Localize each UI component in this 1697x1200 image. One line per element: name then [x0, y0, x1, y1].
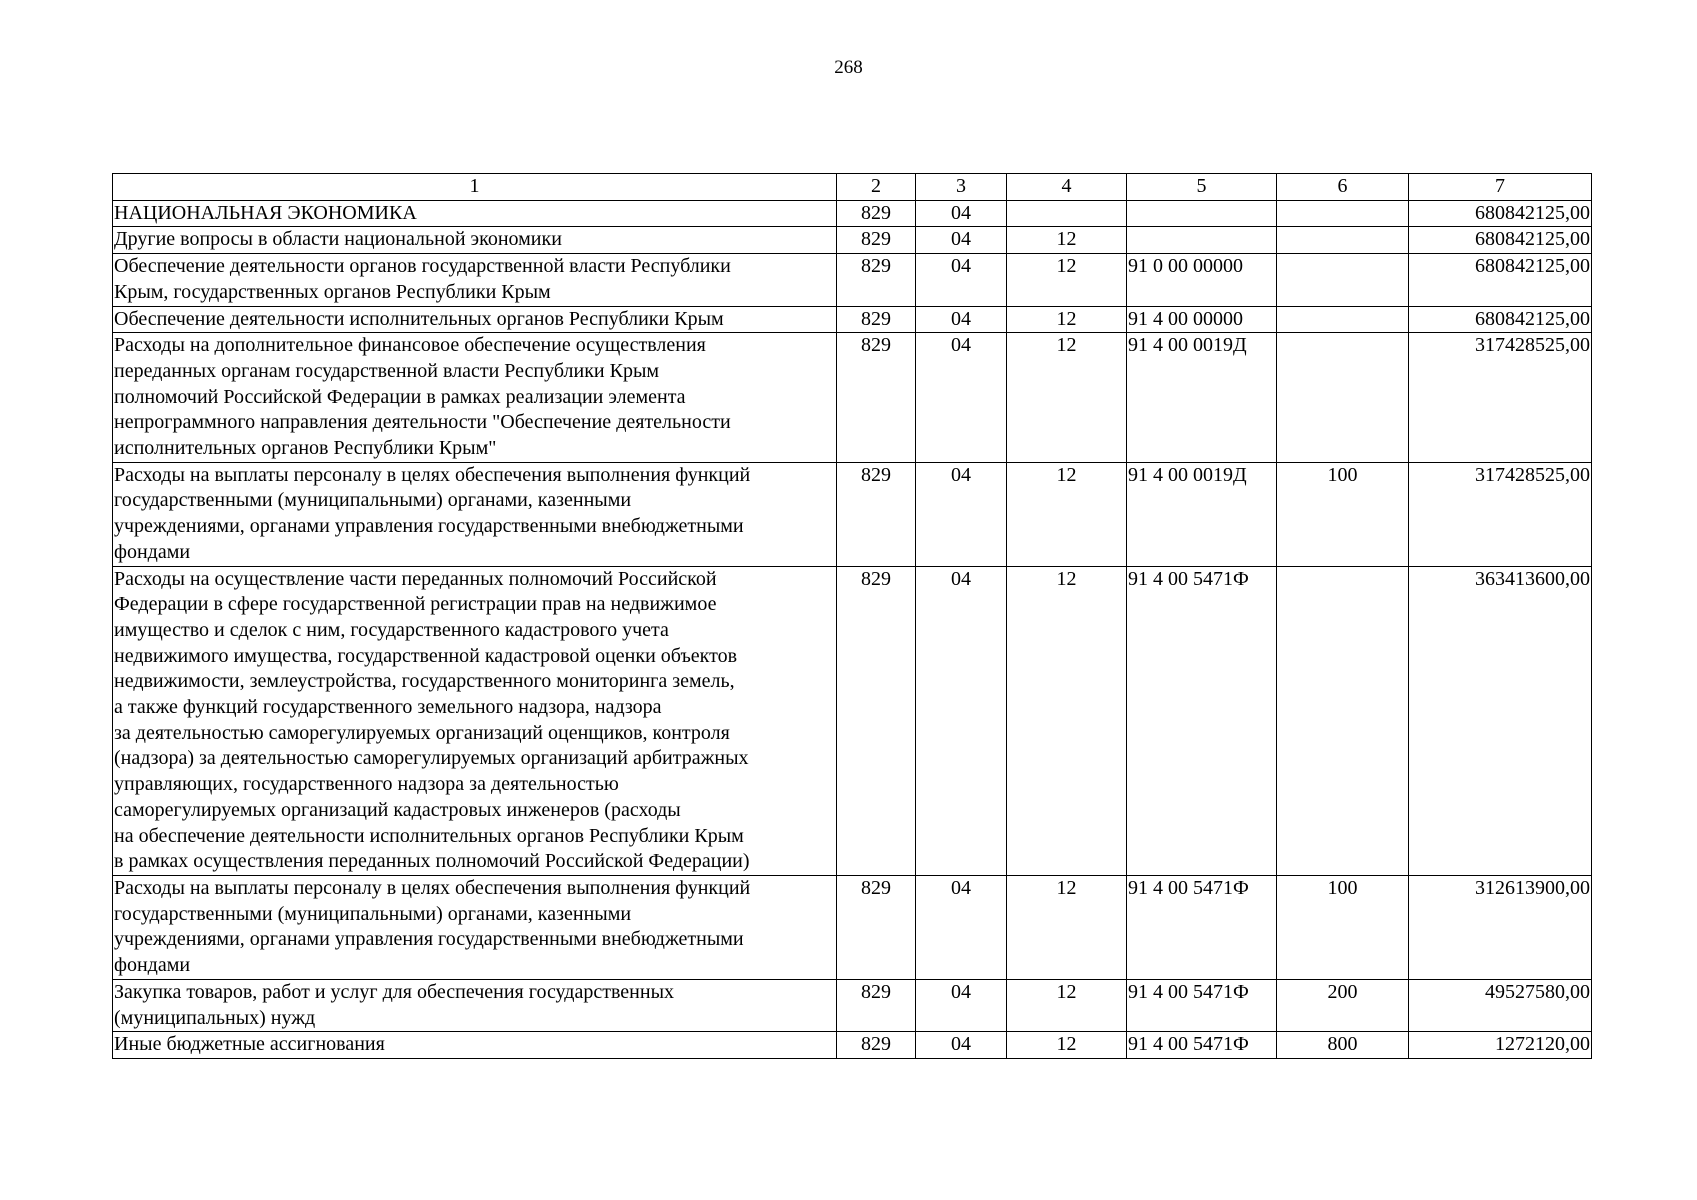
cell-target-article: [1127, 200, 1277, 227]
name-line: Крым, государственных органов Республики Крым: [114, 280, 551, 303]
cell-subsection: 12: [1007, 979, 1127, 1031]
header-cell-section: 3: [916, 174, 1007, 201]
name-line: НАЦИОНАЛЬНАЯ ЭКОНОМИКА: [114, 201, 417, 224]
table-row: [113, 979, 1592, 1031]
name-line: непрограммного направления деятельности "Обеспечение деятельности: [114, 411, 731, 434]
name-line: (надзора) за деятельностью саморегулируемых организаций арбитражных: [114, 747, 749, 770]
cell-amount: 49527580,00: [1409, 979, 1592, 1031]
cell-subsection: 12: [1007, 462, 1127, 566]
cell-amount: 312613900,00: [1409, 875, 1592, 979]
cell-subsection: [1007, 200, 1127, 227]
name-line: учреждениями, органами управления государственными внебюджетными: [114, 928, 744, 951]
name-line: полномочий Российской Федерации в рамках реализации элемента: [114, 385, 686, 408]
cell-section: 04: [916, 227, 1007, 254]
cell-subsection: 12: [1007, 875, 1127, 979]
table-row: [113, 462, 1592, 566]
cell-section: 04: [916, 462, 1007, 566]
cell-name: [113, 227, 837, 254]
cell-target-article: 91 4 00 5471Ф: [1127, 566, 1277, 875]
table-row: [113, 333, 1592, 463]
table-row: [113, 227, 1592, 254]
cell-amount: 317428525,00: [1409, 462, 1592, 566]
cell-expense-type: [1277, 200, 1409, 227]
cell-name: [113, 1032, 837, 1059]
cell-expense-type: [1277, 227, 1409, 254]
cell-target-article: 91 4 00 5471Ф: [1127, 875, 1277, 979]
cell-amount: 680842125,00: [1409, 227, 1592, 254]
header-cell-expense-type: 6: [1277, 174, 1409, 201]
cell-target-article: 91 4 00 5471Ф: [1127, 1032, 1277, 1059]
cell-target-article: 91 4 00 0019Д: [1127, 333, 1277, 463]
cell-gov: 829: [837, 1032, 916, 1059]
name-line: Федерации в сфере государственной регистрации прав на недвижимое: [114, 593, 717, 616]
name-line: Расходы на дополнительное финансовое обеспечение осуществления: [114, 334, 706, 357]
cell-name: [113, 200, 837, 227]
header-row: [113, 174, 1592, 201]
cell-gov: 829: [837, 979, 916, 1031]
cell-expense-type: 800: [1277, 1032, 1409, 1059]
name-line: Закупка товаров, работ и услуг для обеспечения государственных: [114, 980, 675, 1003]
cell-expense-type: 200: [1277, 979, 1409, 1031]
cell-gov: 829: [837, 306, 916, 333]
cell-gov: 829: [837, 227, 916, 254]
cell-section: 04: [916, 875, 1007, 979]
cell-subsection: 12: [1007, 566, 1127, 875]
table-row: [113, 200, 1592, 227]
cell-name: [113, 333, 837, 463]
name-line: саморегулируемых организаций кадастровых инженеров (расходы: [114, 798, 681, 821]
name-line: государственными (муниципальными) органами, казенными: [114, 902, 632, 925]
table-row: [113, 254, 1592, 306]
cell-amount: 680842125,00: [1409, 254, 1592, 306]
cell-gov: 829: [837, 462, 916, 566]
cell-target-article: 91 0 00 00000: [1127, 254, 1277, 306]
name-line: Расходы на осуществление части переданных полномочий Российской: [114, 567, 717, 590]
name-line: Расходы на выплаты персоналу в целях обеспечения выполнения функций: [114, 463, 751, 486]
name-line: государственными (муниципальными) органами, казенными: [114, 489, 632, 512]
name-line: Обеспечение деятельности исполнительных органов Республики Крым: [114, 307, 724, 330]
name-line: переданных органам государственной власти Республики Крым: [114, 359, 660, 382]
cell-section: 04: [916, 1032, 1007, 1059]
header-cell-subsection: 4: [1007, 174, 1127, 201]
name-line: Другие вопросы в области национальной экономики: [114, 228, 562, 251]
table-row: [113, 566, 1592, 875]
cell-section: 04: [916, 979, 1007, 1031]
cell-amount: 680842125,00: [1409, 306, 1592, 333]
cell-gov: 829: [837, 333, 916, 463]
cell-amount: 1272120,00: [1409, 1032, 1592, 1059]
table-row: [113, 1032, 1592, 1059]
cell-name: [113, 566, 837, 875]
name-line: управляющих, государственного надзора за деятельностью: [114, 773, 619, 796]
budget-table: [112, 173, 1592, 1059]
name-line: учреждениями, органами управления государственными внебюджетными: [114, 515, 744, 538]
cell-expense-type: 100: [1277, 875, 1409, 979]
header-cell-amount: 7: [1409, 174, 1592, 201]
table-row: [113, 306, 1592, 333]
name-line: фондами: [114, 954, 191, 977]
header-cell-name: 1: [113, 174, 837, 201]
cell-name: [113, 306, 837, 333]
cell-name: [113, 979, 837, 1031]
cell-subsection: 12: [1007, 306, 1127, 333]
cell-subsection: 12: [1007, 254, 1127, 306]
name-line: имущество и сделок с ним, государственного кадастрового учета: [114, 618, 669, 641]
cell-section: 04: [916, 306, 1007, 333]
name-line: Расходы на выплаты персоналу в целях обеспечения выполнения функций: [114, 876, 751, 899]
cell-expense-type: 100: [1277, 462, 1409, 566]
cell-target-article: 91 4 00 00000: [1127, 306, 1277, 333]
name-line: Иные бюджетные ассигнования: [114, 1033, 385, 1056]
cell-section: 04: [916, 333, 1007, 463]
header-cell-target-article: 5: [1127, 174, 1277, 201]
cell-name: [113, 875, 837, 979]
cell-gov: 829: [837, 254, 916, 306]
cell-subsection: 12: [1007, 333, 1127, 463]
name-line: (муниципальных) нужд: [114, 1006, 316, 1029]
name-line: Обеспечение деятельности органов государственной власти Республики: [114, 255, 731, 278]
table-row: [113, 875, 1592, 979]
cell-expense-type: [1277, 306, 1409, 333]
cell-amount: 363413600,00: [1409, 566, 1592, 875]
header-cell-gov: 2: [837, 174, 916, 201]
name-line: фондами: [114, 540, 191, 563]
cell-section: 04: [916, 566, 1007, 875]
name-line: а также функций государственного земельного надзора, надзора: [114, 696, 662, 719]
cell-name: [113, 254, 837, 306]
name-line: на обеспечение деятельности исполнительных органов Республики Крым: [114, 824, 744, 847]
name-line: исполнительных органов Республики Крым": [114, 437, 497, 460]
cell-gov: 829: [837, 875, 916, 979]
name-line: недвижимого имущества, государственной кадастровой оценки объектов: [114, 644, 738, 667]
cell-expense-type: [1277, 333, 1409, 463]
cell-section: 04: [916, 254, 1007, 306]
cell-expense-type: [1277, 566, 1409, 875]
cell-gov: 829: [837, 566, 916, 875]
cell-expense-type: [1277, 254, 1409, 306]
cell-gov: 829: [837, 200, 916, 227]
name-line: за деятельностью саморегулируемых организаций оценщиков, контроля: [114, 721, 730, 744]
cell-target-article: [1127, 227, 1277, 254]
cell-amount: 680842125,00: [1409, 200, 1592, 227]
cell-target-article: 91 4 00 0019Д: [1127, 462, 1277, 566]
cell-name: [113, 462, 837, 566]
cell-subsection: 12: [1007, 1032, 1127, 1059]
cell-subsection: 12: [1007, 227, 1127, 254]
cell-target-article: 91 4 00 5471Ф: [1127, 979, 1277, 1031]
name-line: в рамках осуществления переданных полномочий Российской Федерации): [114, 850, 750, 873]
table-body: [113, 174, 1592, 1059]
cell-amount: 317428525,00: [1409, 333, 1592, 463]
page-number: 268: [834, 57, 863, 78]
name-line: недвижимости, землеустройства, государственного мониторинга земель,: [114, 670, 735, 693]
cell-section: 04: [916, 200, 1007, 227]
